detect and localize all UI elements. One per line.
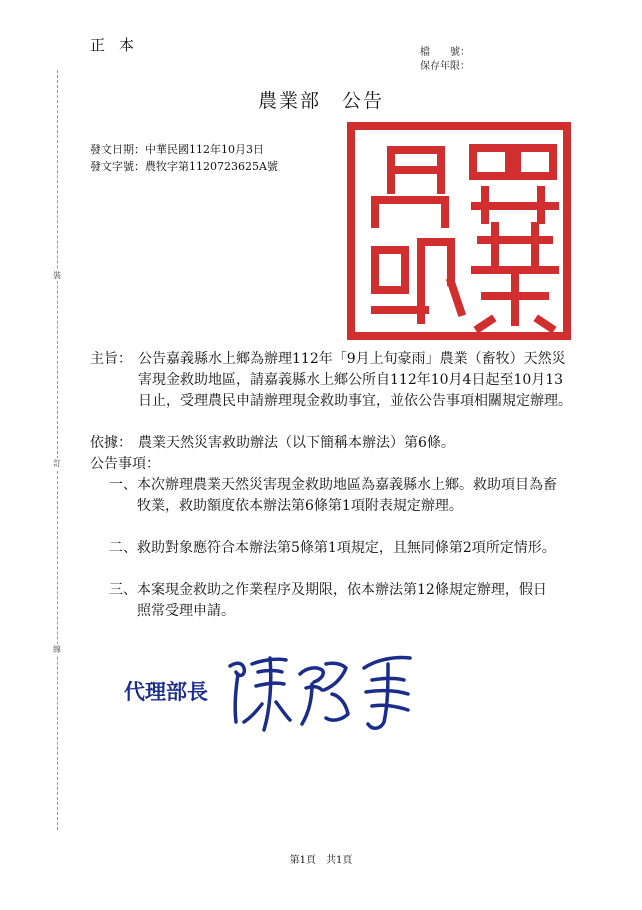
page-footer: 第1頁 共1頁 xyxy=(289,855,353,866)
file-number-label: 檔 號： xyxy=(420,47,470,58)
handwritten-signature xyxy=(222,644,427,739)
notice-item-text: 本案現金救助之作業程序及期限，依本辦法第12條規定辦理，假日照常受理申請。 xyxy=(137,582,547,619)
official-seal xyxy=(345,120,573,342)
binding-mark-zhuang: 裝 xyxy=(53,271,61,280)
binding-dashed-line xyxy=(57,70,58,830)
notice-item-text: 本次辦理農業天然災害現金救助地區為嘉義縣水上鄉。救助項目為畜牧業，救助額度依本辦法第6條第1項附表規定辦理。 xyxy=(137,477,557,514)
issue-date: 發文日期：中華民國112年10月3日 xyxy=(90,143,264,156)
binding-mark-xian: 線 xyxy=(53,645,61,654)
subject-label: 主旨： xyxy=(90,351,132,367)
notice-item-text: 救助對象應符合本辦法第5條第1項規定，且無同條第2項所定情形。 xyxy=(137,540,556,556)
subject-text: 公告嘉義縣水上鄉為辦理112年「9月上旬豪雨」農業（畜牧）天然災害現金救助地區，請嘉義縣水上鄉公所自112年10月4日起至10月13日止，受理農民申請辦理現金救助事宜，並依公告事項相關規定辦理。 xyxy=(138,351,572,409)
copy-mark: 正本 xyxy=(90,36,149,54)
notice-item-number: 一、 xyxy=(109,477,137,493)
notice-item-number: 二、 xyxy=(109,540,137,556)
document-number: 發文字號：農牧字第1120723625A號 xyxy=(90,160,278,173)
binding-mark-ding: 訂 xyxy=(53,459,61,468)
document-title: 農業部 公告 xyxy=(257,90,384,112)
notice-item-number: 三、 xyxy=(109,582,137,598)
basis-label: 依據： xyxy=(90,435,132,451)
signatory-title: 代理部長 xyxy=(124,680,208,704)
retention-label: 保存年限： xyxy=(420,61,470,72)
basis-text: 農業天然災害救助辦法（以下簡稱本辦法）第6條。 xyxy=(138,435,455,451)
notice-label: 公告事項： xyxy=(90,456,160,472)
binding-line xyxy=(48,70,68,830)
